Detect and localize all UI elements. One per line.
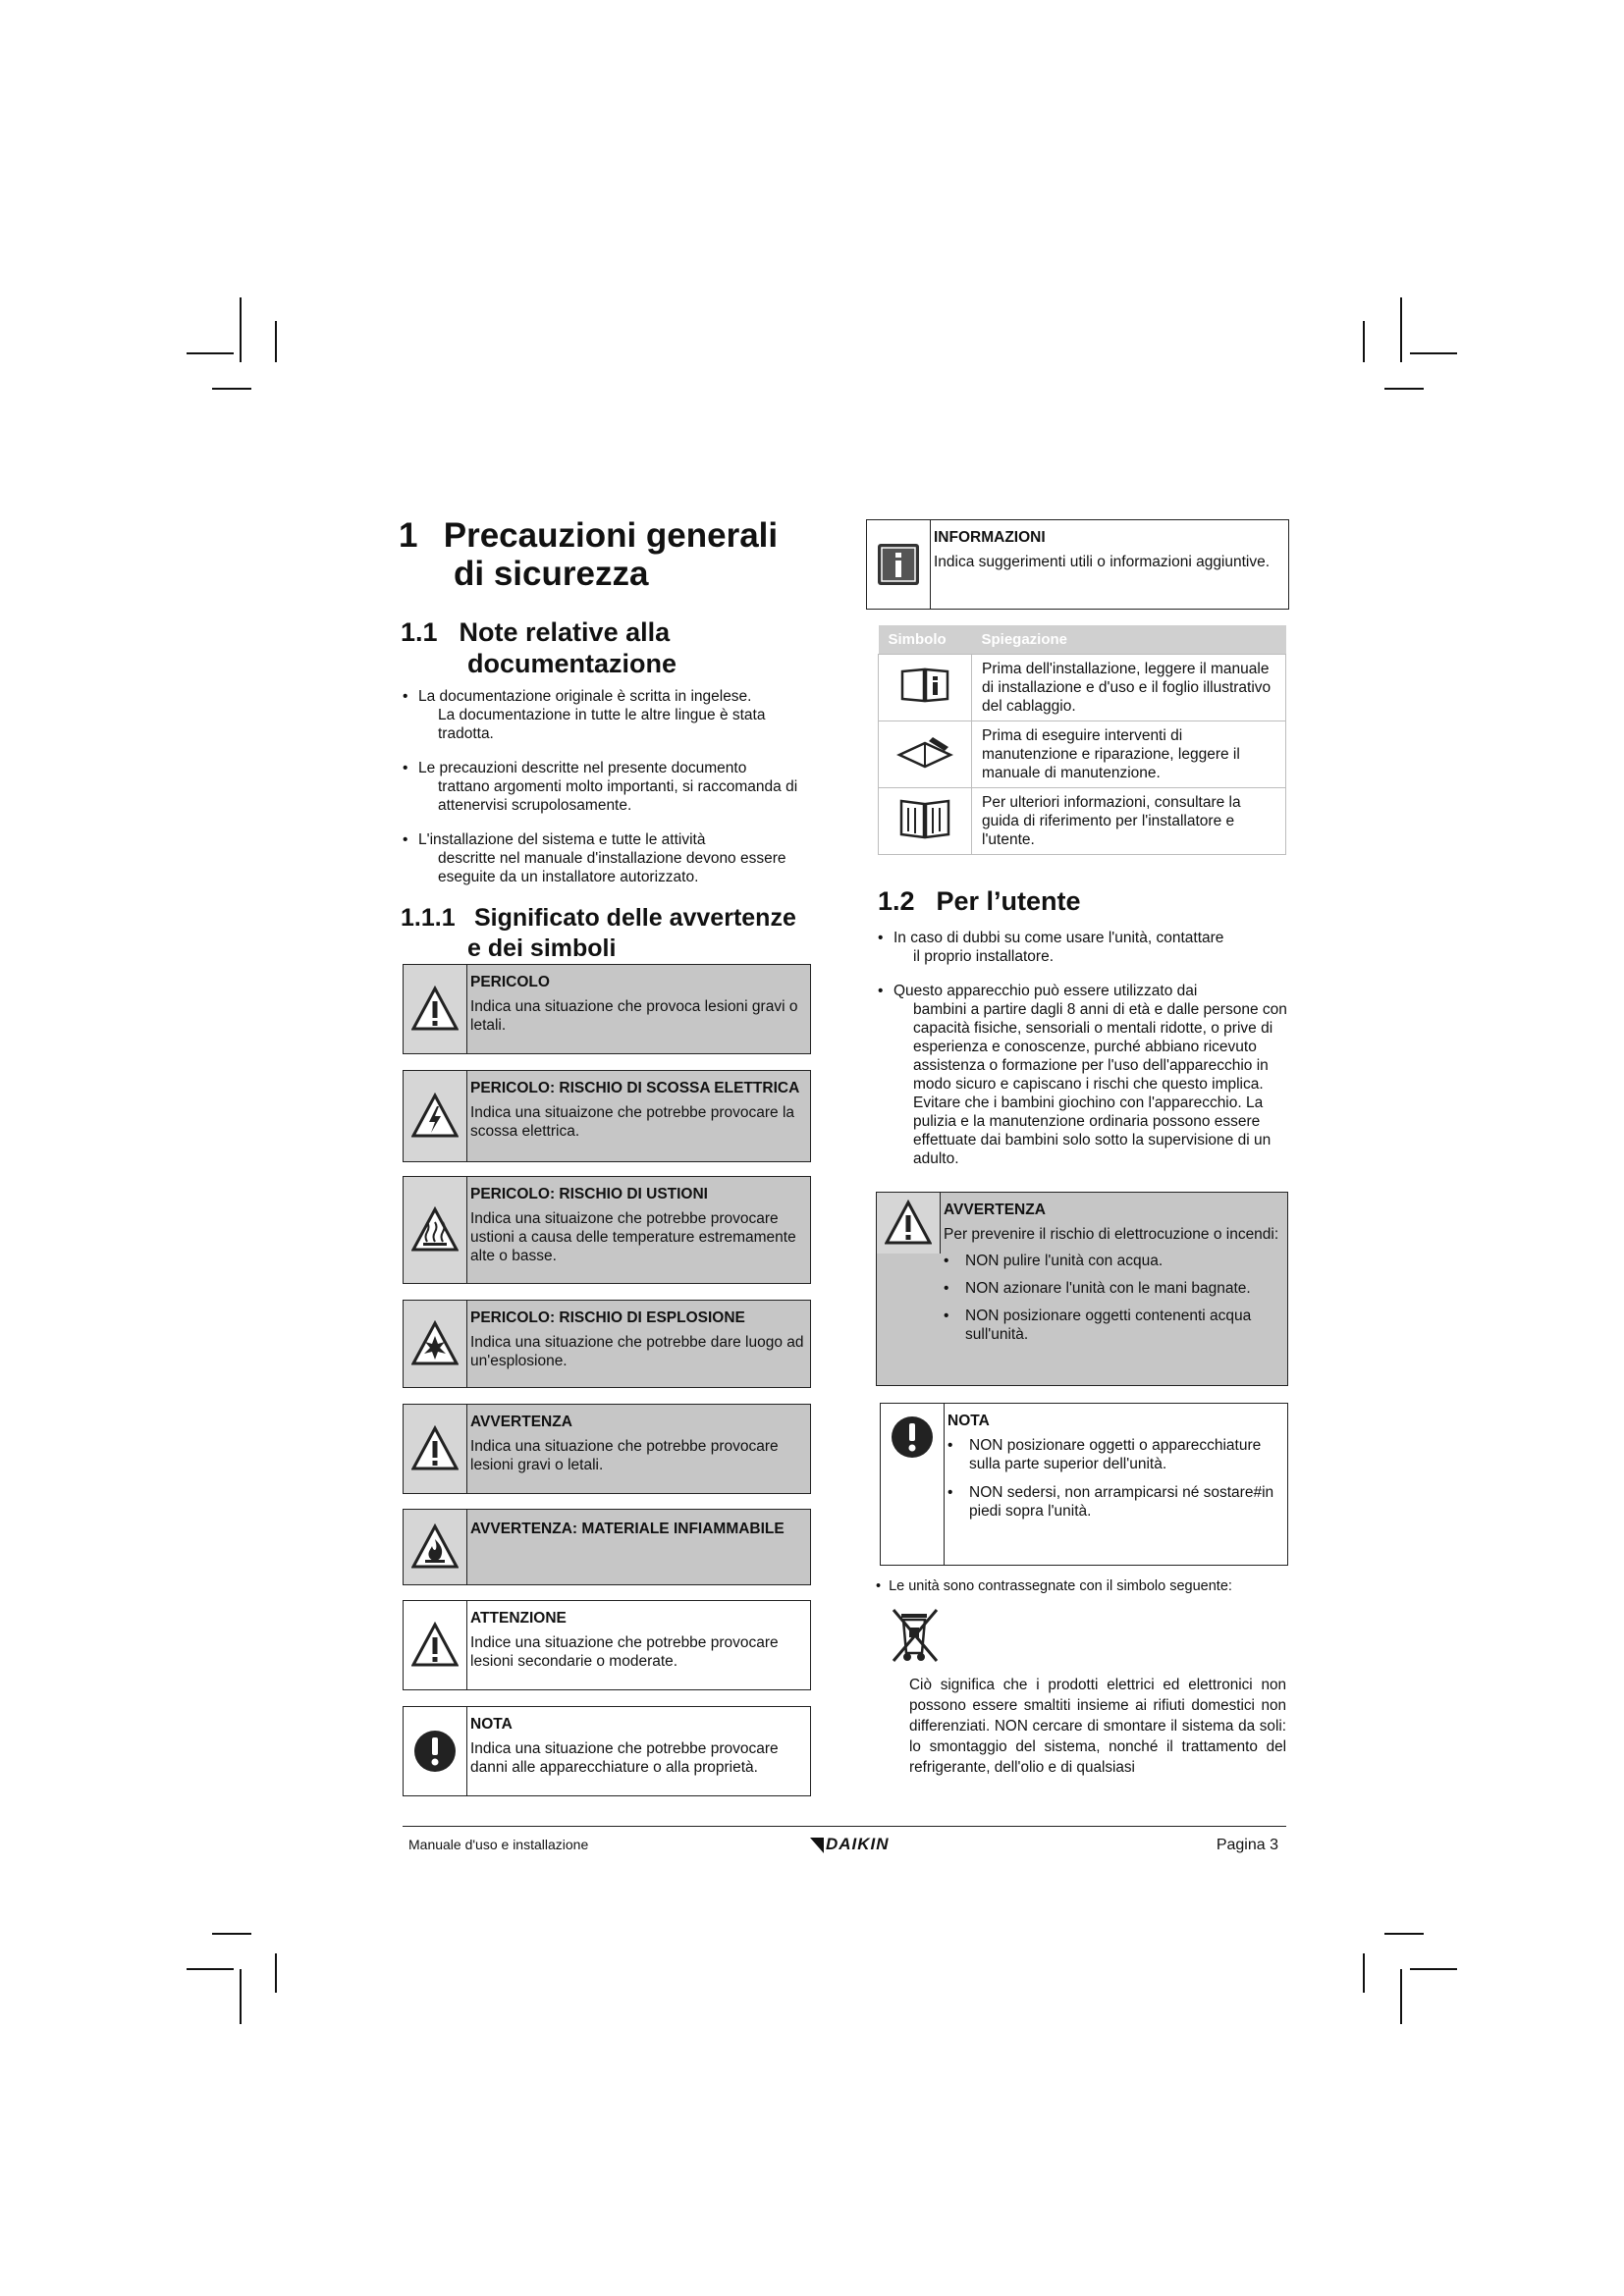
section-number: 1.2 bbox=[878, 886, 915, 916]
crop-mark bbox=[1400, 297, 1402, 362]
crop-mark bbox=[1384, 388, 1424, 390]
section-number: 1.1 bbox=[401, 617, 438, 647]
table-cell: Prima dell'installazione, leggere il manuale di installazione e d'uso e il foglio illustrativo del cablaggio. bbox=[972, 655, 1286, 721]
warning-title: PERICOLO: RISCHIO DI USTIONI bbox=[470, 1186, 708, 1202]
column-header: Spiegazione bbox=[972, 625, 1286, 655]
warning-text: Indica una situazione che provoca lesioni gravi o letali. bbox=[470, 998, 798, 1034]
title-number: 1 bbox=[399, 516, 418, 555]
crop-mark bbox=[275, 1953, 277, 1993]
footer-left: Manuale d'uso e installazione bbox=[408, 1837, 589, 1852]
page-footer bbox=[403, 1826, 1286, 1853]
info-manual-icon bbox=[879, 655, 972, 721]
caution-triangle-icon bbox=[404, 1601, 467, 1689]
table-cell: Per ulteriori informazioni, consultare la guida di riferimento per l'installatore e l'utente. bbox=[972, 788, 1286, 855]
exclamation-circle-icon bbox=[404, 1707, 467, 1795]
exclamation-circle-icon bbox=[881, 1404, 945, 1565]
warning-text: Indica una situazione che potrebbe provocare danni alle apparecchiature o alla proprietà. bbox=[470, 1740, 779, 1776]
section-1-1-1-heading bbox=[401, 903, 796, 964]
warning-triangle-icon bbox=[877, 1193, 941, 1254]
info-text: Indica suggerimenti utili o informazioni aggiuntive. bbox=[934, 554, 1271, 570]
crop-mark bbox=[187, 1968, 234, 1970]
crop-mark bbox=[187, 352, 234, 354]
warning-text: Indice una situazione che potrebbe provocare lesioni secondarie o moderate. bbox=[470, 1634, 779, 1670]
warning-triangle-icon bbox=[404, 1405, 467, 1493]
reference-guide-icon bbox=[879, 788, 972, 855]
section-title-line-1: Note relative alla bbox=[459, 617, 671, 647]
crop-mark bbox=[212, 1933, 251, 1935]
list-item: • NON sedersi, non arrampicarsi né sostare#in piedi sopra l'unità. bbox=[947, 1484, 1274, 1520]
list-item: • Le precauzioni descritte nel presente documento trattano argomenti molto importanti, si raccomanda di attenervisi scrupolosamente. bbox=[403, 760, 798, 814]
section-1-2-heading bbox=[878, 885, 1081, 917]
avvertenza-box bbox=[876, 1192, 1288, 1386]
warning-text: Indica una situaizone che potrebbe provocare la scossa elettrica. bbox=[470, 1104, 795, 1140]
table-header-row bbox=[879, 625, 1286, 655]
nota-box bbox=[880, 1403, 1288, 1566]
section-title-line-2: e dei simboli bbox=[467, 934, 617, 962]
crop-mark bbox=[1363, 1953, 1365, 1993]
table-row bbox=[879, 655, 1286, 721]
warning-title: AVVERTENZA bbox=[470, 1414, 572, 1430]
electric-shock-icon bbox=[404, 1071, 467, 1161]
warning-box-explosion bbox=[403, 1300, 811, 1388]
nota-title: NOTA bbox=[947, 1413, 990, 1429]
warning-title: PERICOLO: RISCHIO DI ESPLOSIONE bbox=[470, 1309, 745, 1326]
crop-mark bbox=[240, 1969, 242, 2024]
section-title: Per l’utente bbox=[936, 886, 1081, 916]
documentation-notes-list bbox=[401, 687, 823, 902]
warning-box-attenzione bbox=[403, 1600, 811, 1690]
page-title bbox=[399, 516, 778, 593]
table-cell: Prima di eseguire interventi di manutenzione e riparazione, leggere il manuale di manutenzione. bbox=[972, 721, 1286, 788]
warning-title: PERICOLO: RISCHIO DI SCOSSA ELETTRICA bbox=[470, 1080, 800, 1096]
crop-mark bbox=[1410, 352, 1457, 354]
crop-mark bbox=[1363, 321, 1365, 362]
crop-mark bbox=[1384, 1933, 1424, 1935]
title-line-2: di sicurezza bbox=[454, 555, 649, 593]
crop-mark bbox=[240, 297, 242, 362]
list-item: • Questo apparecchio può essere utilizzato dai bambini a partire dagli 8 anni di età e dalle persone con capacità fisiche, sensoriali o mentali ridotte, o prive di esperienza e conoscenze, purché abbiano ricevuto assistenza o formazione per l'uso dell'apparecchio in modo sicuro e capiscano i rischi che questo implica. Evitare che i bambini giochino con l'apparecchio. La pulizia e la manutenzione ordinaria possono essere effettuate dai bambini solo sotto la supervisione di un adulto. bbox=[878, 983, 1287, 1167]
section-title-line-2: documentazione bbox=[467, 649, 677, 678]
warning-triangle-icon bbox=[404, 965, 467, 1053]
warning-box-flammable bbox=[403, 1509, 811, 1585]
warning-text: Indica una situazione che potrebbe dare luogo ad un'esplosione. bbox=[470, 1334, 804, 1369]
explosion-icon bbox=[404, 1301, 467, 1387]
weee-lead: • Le unità sono contrassegnate con il simbolo seguente: bbox=[876, 1578, 1232, 1594]
weee-bin-icon bbox=[888, 1604, 943, 1674]
list-item: • La documentazione originale è scritta in ingelese. La documentazione in tutte le altre lingue è stata tradotta. bbox=[403, 688, 766, 742]
warning-box-avvertenza bbox=[403, 1404, 811, 1494]
section-1-1-heading bbox=[401, 616, 677, 679]
warning-title: NOTA bbox=[470, 1716, 513, 1733]
user-notes-list bbox=[876, 929, 1288, 1184]
warning-text: Indica una situaizone che potrebbe provocare ustioni a causa delle temperature estremamente alte o basse. bbox=[470, 1210, 796, 1264]
info-box bbox=[866, 519, 1289, 610]
weee-text: Ciò significa che i prodotti elettrici ed elettronici non possono essere smaltiti insieme ai rifiuti domestici non differenziati. NON cercare di smontare il sistema da soli: lo smontaggio del sistema, nonché il trattamento del refrigerante, dell'olio e di qualsiasi bbox=[909, 1677, 1286, 1776]
daikin-logo: DAIKIN bbox=[810, 1835, 890, 1854]
section-number: 1.1.1 bbox=[401, 904, 456, 932]
hot-surface-icon bbox=[404, 1177, 467, 1283]
crop-mark bbox=[1400, 1969, 1402, 2024]
crop-mark bbox=[275, 321, 277, 362]
service-manual-icon bbox=[879, 721, 972, 788]
warning-box-nota bbox=[403, 1706, 811, 1796]
crop-mark bbox=[212, 388, 251, 390]
warning-title: ATTENZIONE bbox=[470, 1610, 567, 1627]
flammable-icon bbox=[404, 1510, 467, 1584]
section-title-line-1: Significato delle avvertenze bbox=[473, 904, 796, 932]
crop-mark bbox=[1410, 1968, 1457, 1970]
list-item: • NON posizionare oggetti contenenti acqua sull'unità. bbox=[944, 1308, 1252, 1343]
table-row bbox=[879, 788, 1286, 855]
list-item: • NON azionare l'unità con le mani bagnate. bbox=[944, 1280, 1251, 1297]
info-title: INFORMAZIONI bbox=[934, 529, 1046, 546]
table-row bbox=[879, 721, 1286, 788]
list-item: • NON posizionare oggetti o apparecchiature sulla parte superior dell'unità. bbox=[947, 1437, 1262, 1472]
warning-box-electric bbox=[403, 1070, 811, 1162]
list-item: • L'installazione del sistema e tutte le attività descritte nel manuale d'installazione devono essere eseguite da un installatore autorizzato. bbox=[403, 831, 786, 885]
info-icon bbox=[867, 520, 931, 609]
warning-box-pericolo bbox=[403, 964, 811, 1054]
list-item: • In caso di dubbi su come usare l'unità, contattare il proprio installatore. bbox=[878, 930, 1224, 965]
avvertenza-intro: Per prevenire il rischio di elettrocuzione o incendi: bbox=[944, 1226, 1279, 1243]
warning-text: Indica una situazione che potrebbe provocare lesioni gravi o letali. bbox=[470, 1438, 779, 1473]
warning-title: PERICOLO bbox=[470, 974, 550, 990]
list-item: • NON pulire l'unità con acqua. bbox=[944, 1253, 1164, 1269]
title-line-1: Precauzioni generali bbox=[443, 516, 779, 555]
warning-title: AVVERTENZA: MATERIALE INFIAMMABILE bbox=[470, 1521, 785, 1537]
column-header: Simbolo bbox=[879, 625, 972, 655]
symbol-table bbox=[878, 625, 1286, 855]
page-number: Pagina 3 bbox=[1216, 1837, 1278, 1853]
avvertenza-title: AVVERTENZA bbox=[944, 1201, 1046, 1218]
warning-box-burn bbox=[403, 1176, 811, 1284]
